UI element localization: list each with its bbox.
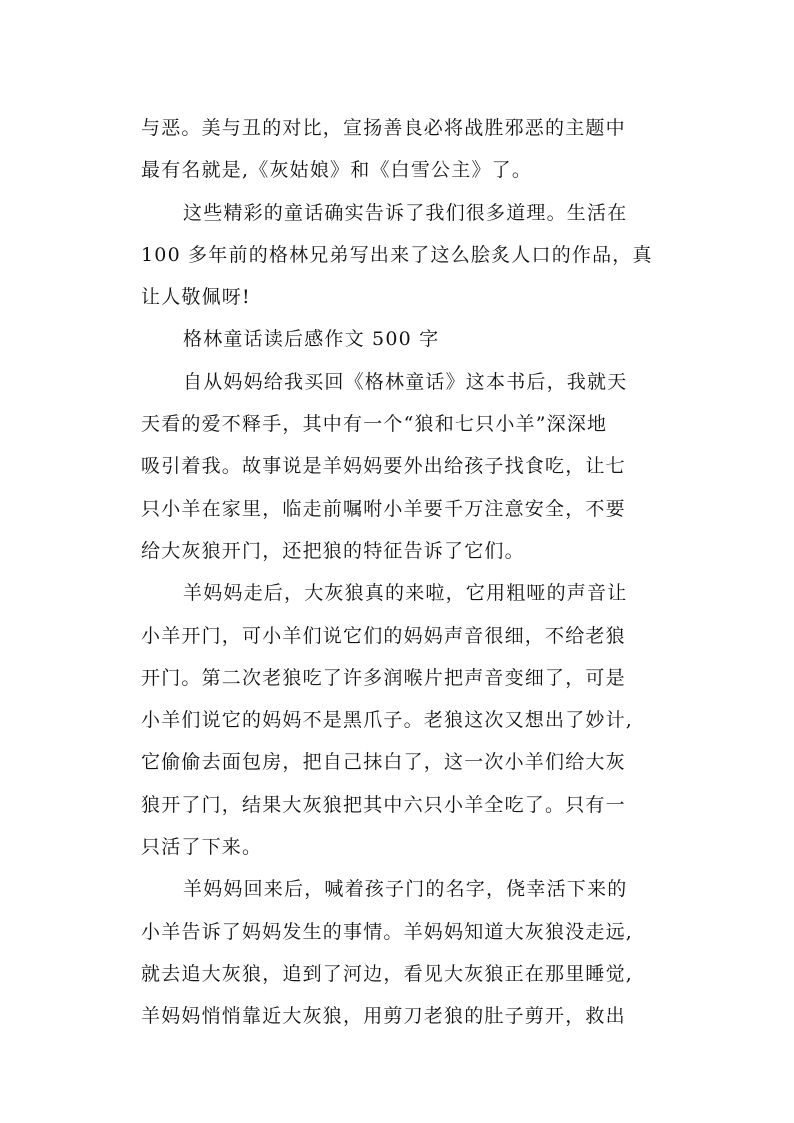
text-line: 小羊开门，可小羊们说它们的妈妈声音很细，不给老狼	[141, 624, 626, 647]
text-line: 只小羊在家里，临走前嘱咐小羊要千万注意安全，不要	[141, 497, 626, 520]
text-line: 羊妈妈走后，大灰狼真的来啦，它用粗哑的声音让	[183, 582, 628, 605]
text-line: 让人敬佩呀!	[141, 286, 251, 309]
text-line: 狼开了门，结果大灰狼把其中六只小羊全吃了。只有一	[141, 793, 626, 816]
text-line: 羊妈妈悄悄靠近大灰狼，用剪刀老狼的肚子剪开，救出	[141, 1005, 626, 1028]
text-line: 它偷偷去面包房，把自己抹白了，这一次小羊们给大灰	[141, 751, 626, 774]
text-line: 自从妈妈给我买回《格林童话》这本书后，我就天	[183, 370, 628, 393]
text-line: 与恶。美与丑的对比，宣扬善良必将战胜邪恶的主题中	[141, 117, 626, 139]
text-line: 开门。第二次老狼吃了许多润喉片把声音变细了，可是	[141, 666, 626, 689]
text-line: 只活了下来。	[141, 836, 263, 859]
text-line: 给大灰狼开门，还把狼的特征告诉了它们。	[141, 539, 525, 562]
text-line: 格林童话读后感作文 500 字	[183, 328, 440, 351]
text-line: 吸引着我。故事说是羊妈妈要外出给孩子找食吃，让七	[141, 455, 626, 478]
text-line: 100 多年前的格林兄弟写出来了这么脍炙人口的作品，真	[141, 243, 653, 266]
document-body	[141, 107, 671, 1038]
text-line: 羊妈妈回来后，喊着孩子门的名字，侥幸活下来的	[183, 878, 628, 901]
text-line: 就去追大灰狼，追到了河边，看见大灰狼正在那里睡觉,	[141, 962, 634, 985]
text-line: 最有名就是,《灰姑娘》和《白雪公主》了。	[141, 159, 533, 182]
text-line: 小羊们说它的妈妈不是黑爪子。老狼这次又想出了妙计,	[141, 709, 634, 732]
text-line: 天看的爱不释手，其中有一个“狼和七只小羊”深深地	[141, 413, 608, 436]
text-line: 这些精彩的童话确实告诉了我们很多道理。生活在	[183, 201, 628, 224]
text-line: 小羊告诉了妈妈发生的事情。羊妈妈知道大灰狼没走远,	[141, 920, 634, 943]
